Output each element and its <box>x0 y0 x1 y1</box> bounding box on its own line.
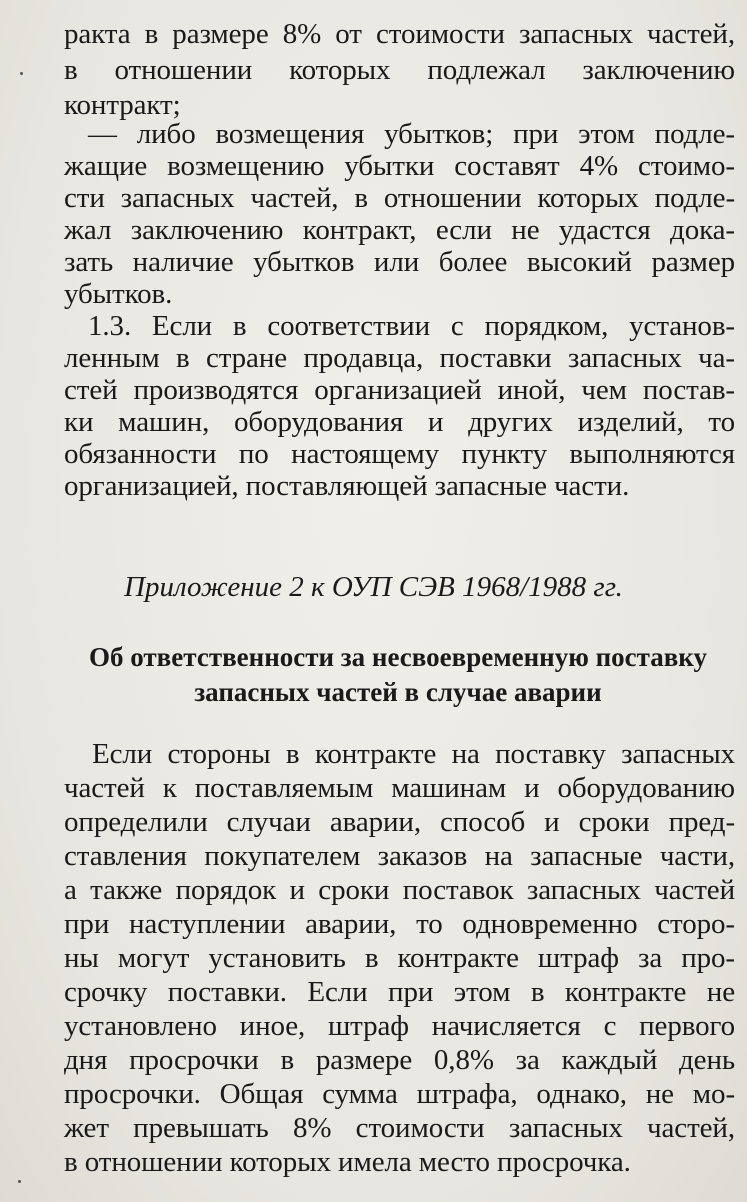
text-line: установлено иное, штраф начисляется с первого <box>64 1010 735 1042</box>
text-line: сти запасных частей, в отношении которых подле- <box>64 182 735 214</box>
text-line: а также порядок и сроки поставок запасных частей <box>64 874 735 906</box>
text-line: при наступлении аварии, то одновременно сторо- <box>64 908 735 940</box>
text-line: в отношении которых имела место просрочка. <box>64 1146 631 1178</box>
text-line: убытков. <box>64 278 173 310</box>
text-line: стей производятся организацией иной, чем постав- <box>64 374 735 406</box>
text-line: обязанности по настоящему пункту выполняются <box>64 438 735 470</box>
scan-speck <box>18 1180 21 1183</box>
text-line: Если стороны в контракте на поставку запасных <box>92 738 735 770</box>
text-line: ставления покупателем заказов на запасные части, <box>64 840 735 872</box>
text-line: жал заключению контракт, если не удастся дока- <box>64 214 735 246</box>
text-line: контракт; <box>64 89 181 121</box>
section-heading-line: запасных частей в случае аварии <box>194 677 602 707</box>
text-line: частей к поставляемым машинам и оборудованию <box>64 772 735 804</box>
text-line: ракта в размере 8% от стоимости запасных частей, <box>64 18 735 50</box>
scan-speck <box>20 72 23 75</box>
text-line: определили случаи аварии, способ и сроки пред- <box>64 806 735 838</box>
text-line: дня просрочки в размере 0,8% за каждый день <box>64 1044 735 1076</box>
appendix-title: Приложение 2 к ОУП СЭВ 1968/1988 гг. <box>124 571 623 603</box>
text-line: ки машин, оборудования и других изделий, то <box>64 406 735 438</box>
text-line: жет превышать 8% стоимости запасных частей, <box>64 1112 735 1144</box>
text-line: срочку поставки. Если при этом в контракте не <box>64 976 735 1008</box>
text-line: организацией, поставляющей запасные части. <box>64 470 630 502</box>
text-line: в отношении которых подлежал заключению <box>64 54 735 86</box>
text-line: — либо возмещения убытков; при этом подле- <box>88 118 735 150</box>
text-line: ны могут установить в контракте штраф за про- <box>64 942 735 974</box>
text-line: ленным в стране продавца, поставки запасных ча- <box>64 342 735 374</box>
text-line: просрочки. Общая сумма штрафа, однако, не мо- <box>64 1078 735 1110</box>
section-heading-line: Об ответственности за несвоевременную поставку <box>89 642 707 672</box>
text-line: жащие возмещению убытки составят 4% стоимо- <box>64 150 735 182</box>
text-line: 1.3. Если в соответствии с порядком, установ- <box>88 310 735 342</box>
text-line: зать наличие убытков или более высокий размер <box>64 246 735 278</box>
